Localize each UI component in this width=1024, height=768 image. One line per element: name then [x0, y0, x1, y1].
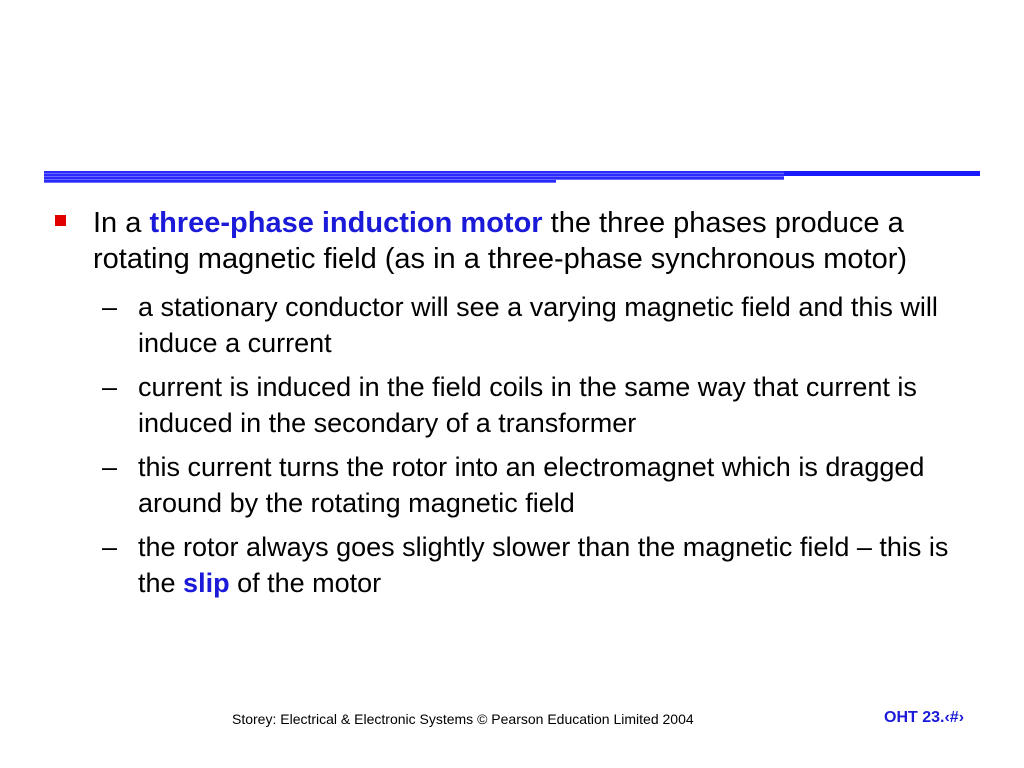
- sub-bullet-suffix: of the motor: [229, 568, 382, 598]
- main-bullet-suffix: the three phases produce a rotating magnetic field (as in a three-phase synchronous motor): [93, 207, 908, 275]
- sub-bullet: [102, 449, 978, 521]
- square-bullet-icon: [55, 215, 66, 226]
- sub-bullet-text: this current turns the rotor into an electromagnet which is dragged around by the rotating magnetic field: [138, 452, 925, 518]
- sub-bullet: [102, 369, 978, 441]
- slide-body: [0, 205, 1024, 609]
- header-rule-segment: [784, 171, 980, 176]
- dash-bullet-icon: –: [102, 452, 118, 482]
- footer-credit: Storey: Electrical & Electronic Systems © Pearson Education Limited 2004: [232, 711, 694, 727]
- dash-bullet-icon: –: [102, 532, 118, 562]
- sub-bullet: [102, 529, 978, 601]
- main-bullet-prefix: In a: [93, 207, 150, 239]
- main-bullet-highlight: three-phase induction motor: [149, 207, 543, 239]
- title-placeholder: [44, 40, 980, 160]
- main-bullet: [93, 205, 983, 277]
- sub-bullet-text: current is induced in the field coils in the same way that current is induced in the secondary of a transformer: [138, 372, 917, 438]
- sub-bullet-highlight: slip: [183, 568, 230, 598]
- sub-bullet-text: a stationary conductor will see a varying magnetic field and this will induce a current: [138, 292, 938, 358]
- dash-bullet-icon: –: [102, 292, 118, 322]
- sub-bullet: [102, 289, 978, 361]
- header-rule-segment: [556, 171, 784, 180]
- header-rule-segment: [44, 171, 556, 183]
- slide-number: OHT 23.‹#›: [884, 709, 965, 726]
- sub-bullet-prefix: the rotor always goes slightly slower than the magnetic field – this is the: [138, 532, 949, 598]
- sub-bullet-list: [0, 289, 1024, 601]
- dash-bullet-icon: –: [102, 372, 118, 402]
